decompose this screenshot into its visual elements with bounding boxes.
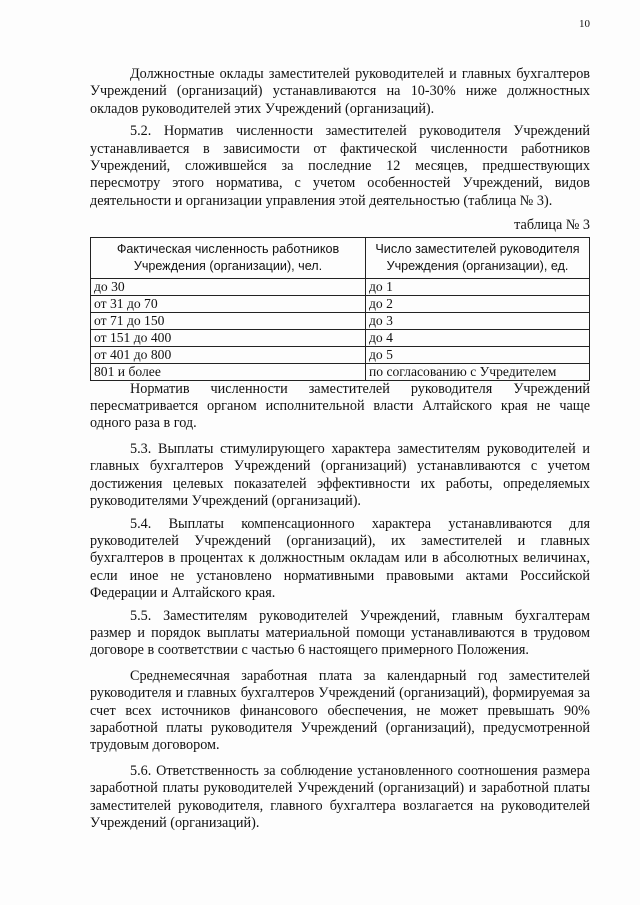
- table-row: [91, 363, 590, 380]
- cell-deputies: до 1: [366, 278, 590, 295]
- paragraph-deputy-salaries: Должностные оклады заместителей руководителей и главных бухгалтеров Учреждений (организаций) устанавливаются на 10-30% ниже должностных окладов руководителей этих Учреждений (организаций).: [90, 66, 590, 117]
- cell-deputies: до 5: [366, 346, 590, 363]
- cell-deputies: до 4: [366, 329, 590, 346]
- cell-staff: от 71 до 150: [91, 312, 366, 329]
- header-deputies-count: Число заместителей руководителя Учреждения (организации), ед.: [366, 237, 590, 278]
- table-row: [91, 329, 590, 346]
- cell-deputies: до 3: [366, 312, 590, 329]
- page-number: 10: [579, 18, 590, 30]
- document-body: [90, 66, 590, 832]
- cell-staff: 801 и более: [91, 363, 366, 380]
- cell-deputies: по согласованию с Учредителем: [366, 363, 590, 380]
- cell-staff: до 30: [91, 278, 366, 295]
- paragraph-5-4: 5.4. Выплаты компенсационного характера устанавливаются для руководителей Учреждений (организаций), их заместителей и главных бухгалтеров в процентах к должностным окладам или в абсолютных величинах, если иное не установлено нормативными правовыми актами Российской Федерации и Алтайского края.: [90, 515, 590, 602]
- paragraph-5-5: 5.5. Заместителям руководителей Учреждений, главным бухгалтерам размер и порядок выплаты материальной помощи устанавливаются в трудовом договоре в соответствии с частью 6 настоящего примерного Положения.: [90, 607, 590, 659]
- cell-staff: от 401 до 800: [91, 346, 366, 363]
- paragraph-5-2: 5.2. Норматив численности заместителей руководителя Учреждений устанавливается в зависимости от фактической численности работников Учреждений, сложившейся за последние 12 месяцев, предшествующих пересмотру этого норматива, с учетом особенностей Учреждений, видов деятельности и организации управления этой деятельностью (таблица № 3).: [90, 123, 590, 209]
- paragraph-norm-review: Норматив численности заместителей руководителя Учреждений пересматривается органом исполнительной власти Алтайского края не чаще одного раза в год.: [90, 380, 590, 432]
- table-row: [91, 346, 590, 363]
- table-row: [91, 312, 590, 329]
- cell-staff: от 151 до 400: [91, 329, 366, 346]
- table-header-row: [91, 237, 590, 278]
- cell-deputies: до 2: [366, 295, 590, 312]
- table-row: [91, 278, 590, 295]
- deputies-norm-table: [90, 237, 590, 381]
- paragraph-5-3: 5.3. Выплаты стимулирующего характера заместителям руководителей и главных бухгалтеров Учреждений (организаций) устанавливаются с учетом достижения целевых показателей эффективности их работы, определяемых руководителями Учреждений (организаций).: [90, 440, 590, 510]
- paragraph-average-salary: Среднемесячная заработная плата за календарный год заместителей руководителя и главных бухгалтеров Учреждений (организаций), формируемая за счет всех источников финансового обеспечения, не может превышать 90% заработной платы руководителя Учреждений (организаций), предусмотренной трудовым договором.: [90, 667, 590, 754]
- table-caption: таблица № 3: [514, 217, 590, 234]
- paragraph-5-6: 5.6. Ответственность за соблюдение установленного соотношения размера заработной платы руководителей Учреждений (организаций) и заработной платы заместителей руководителя, главного бухгалтера возлагается на руководителей Учреждений (организаций).: [90, 762, 590, 831]
- table-row: [91, 295, 590, 312]
- cell-staff: от 31 до 70: [91, 295, 366, 312]
- header-actual-staff: Фактическая численность работников Учреждения (организации), чел.: [91, 237, 366, 278]
